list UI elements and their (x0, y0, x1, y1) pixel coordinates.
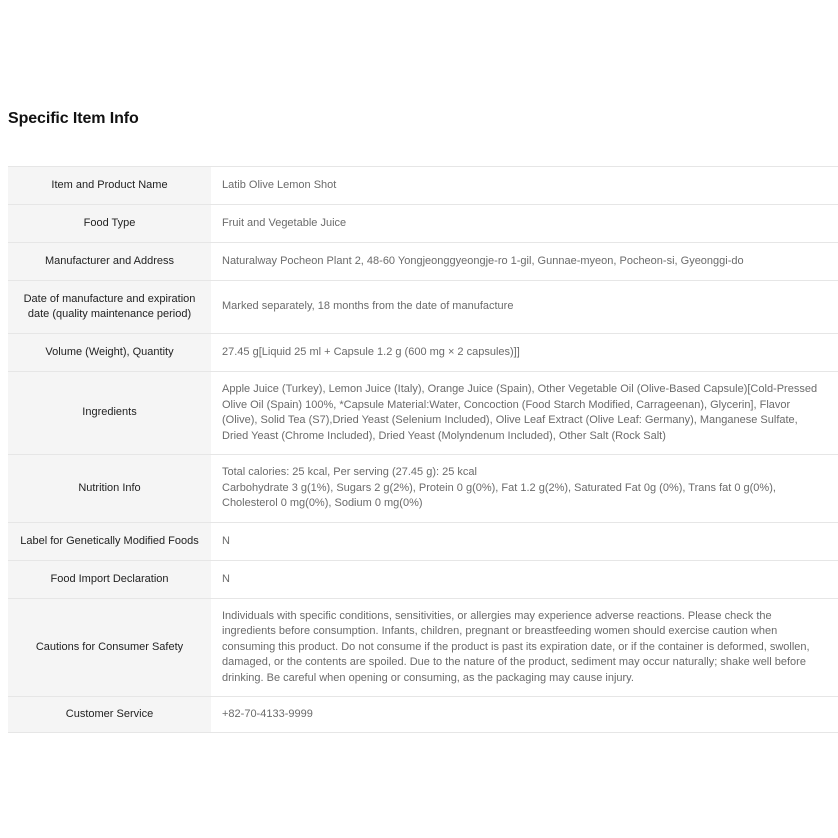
table-row (8, 205, 838, 243)
table-row (8, 561, 838, 599)
row-value: Latib Olive Lemon Shot (211, 167, 838, 205)
table-row (8, 599, 838, 697)
row-label: Volume (Weight), Quantity (8, 334, 211, 372)
row-label: Date of manufacture and expiration date (quality maintenance period) (8, 281, 211, 334)
table-row (8, 281, 838, 334)
table-row (8, 523, 838, 561)
row-label: Manufacturer and Address (8, 243, 211, 281)
product-info-table (8, 166, 838, 733)
row-value: Fruit and Vegetable Juice (211, 205, 838, 243)
row-label: Ingredients (8, 372, 211, 455)
row-label: Cautions for Consumer Safety (8, 599, 211, 697)
row-value: +82-70-4133-9999 (211, 697, 838, 733)
table-row (8, 167, 838, 205)
table-row (8, 372, 838, 455)
row-value: N (211, 523, 838, 561)
row-label: Customer Service (8, 697, 211, 733)
row-value: Individuals with specific conditions, sensitivities, or allergies may experience adverse reactions. Please check the ingredients before consumption. Infants, children, pregnant or breastfeeding women should exercise caution when consuming this product. Do not consume if the product is past its expiration date, or if the container is deformed, swollen, damaged, or the contents are spoiled. Due to the nature of the product, sediment may occur naturally; shake well before drinking. Be careful when opening or consuming, as the packaging may cause injury. (211, 599, 838, 697)
row-value: N (211, 561, 838, 599)
row-label: Item and Product Name (8, 167, 211, 205)
row-label: Food Import Declaration (8, 561, 211, 599)
row-value: Naturalway Pocheon Plant 2, 48-60 Yongjeonggyeongje-ro 1-gil, Gunnae-myeon, Pocheon-si, Gyeonggi-do (211, 243, 838, 281)
table-row (8, 243, 838, 281)
section-title: Specific Item Info (8, 110, 139, 127)
table-row (8, 334, 838, 372)
row-value: Total calories: 25 kcal, Per serving (27.45 g): 25 kcal Carbohydrate 3 g(1%), Sugars 2 g(2%), Protein 0 g(0%), Fat 1.2 g(2%), Saturated Fat 0g (0%), Trans fat 0 g(0%), Cholesterol 0 mg(0%), Sodium 0 mg(0%) (211, 455, 838, 523)
row-value: 27.45 g[Liquid 25 ml + Capsule 1.2 g (600 mg × 2 capsules)]] (211, 334, 838, 372)
row-label: Nutrition Info (8, 455, 211, 523)
row-label: Label for Genetically Modified Foods (8, 523, 211, 561)
row-label: Food Type (8, 205, 211, 243)
table-row (8, 697, 838, 733)
row-value: Apple Juice (Turkey), Lemon Juice (Italy), Orange Juice (Spain), Other Vegetable Oil (Olive-Based Capsule)[Cold-Pressed Olive Oil (Spain) 100%, *Capsule Material:Water, Concoction (Food Starch Modified, Carrageenan), Glycerin], Flavor (Olive), Solid Tea (S7),Dried Yeast (Selenium Included), Olive Leaf Extract (Olive Leaf: Germany), Manganese Sulfate, Dried Yeast (Chrome Included), Dried Yeast (Molyndenum Included), Other Salt (Rock Salt) (211, 372, 838, 455)
row-value: Marked separately, 18 months from the date of manufacture (211, 281, 838, 334)
table-row (8, 455, 838, 523)
